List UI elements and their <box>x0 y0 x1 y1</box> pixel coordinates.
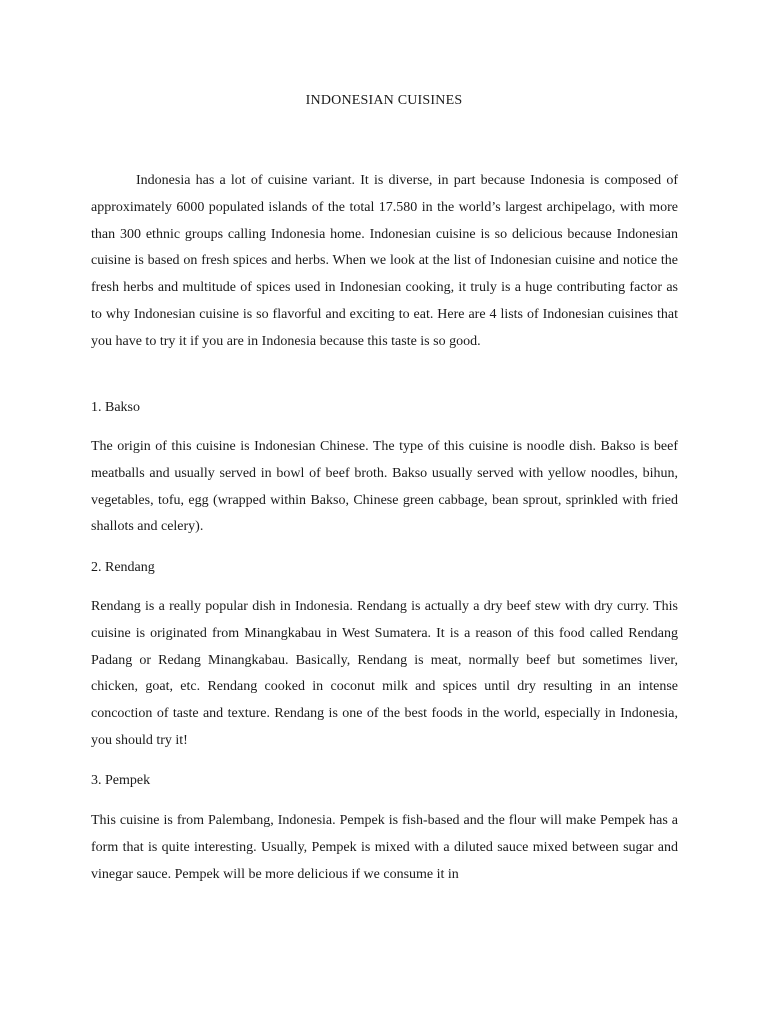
section-body-pempek: This cuisine is from Palembang, Indonesia. Pempek is fish-based and the flour will make Pempek has a form that is quite interesting. Usually, Pempek is mixed with a diluted sauce mixed between sugar and vinegar sauce. Pempek will be more delicious if we consume it in <box>91 813 678 882</box>
intro-paragraph-block <box>91 168 678 356</box>
section-body-bakso: The origin of this cuisine is Indonesian Chinese. The type of this cuisine is noodle dish. Bakso is beef meatballs and usually served in bowl of beef broth. Bakso usually served with yellow noodles, bihun, vegetables, tofu, egg (wrapped within Bakso, Chinese green cabbage, bean sprout, sprinkled with fried shallots and celery). <box>91 439 678 535</box>
section-heading-pempek: 3. Pempek <box>91 773 151 788</box>
section-body-pempek-block <box>91 808 678 888</box>
section-heading-rendang: 2. Rendang <box>91 560 155 575</box>
section-body-rendang-block <box>91 594 678 755</box>
document-title: INDONESIAN CUISINES <box>305 93 463 108</box>
section-heading-bakso: 1. Bakso <box>91 400 140 415</box>
section-body-bakso-block <box>91 434 678 541</box>
intro-paragraph: Indonesia has a lot of cuisine variant. It is diverse, in part because Indonesia is composed of approximately 6000 populated islands of the total 17.580 in the world’s largest archipelago, with more than 300 ethnic groups calling Indonesia home. Indonesian cuisine is so delicious because Indonesian cuisine is based on fresh spices and herbs. When we look at the list of Indonesian cuisine and notice the fresh herbs and multitude of spices used in Indonesian cooking, it truly is a huge contributing factor as to why Indonesian cuisine is so flavorful and exciting to eat. Here are 4 lists of Indonesian cuisines that you have to try it if you are in Indonesia because this taste is so good. <box>91 173 678 349</box>
section-body-rendang: Rendang is a really popular dish in Indonesia. Rendang is actually a dry beef stew with dry curry. This cuisine is originated from Minangkabau in West Sumatera. It is a reason of this food called Rendang Padang or Redang Minangkabau. Basically, Rendang is meat, normally beef but sometimes liver, chicken, goat, etc. Rendang cooked in coconut milk and spices until dry resulting in an intense concoction of taste and texture. Rendang is one of the best foods in the world, especially in Indonesia, you should try it! <box>91 599 678 748</box>
